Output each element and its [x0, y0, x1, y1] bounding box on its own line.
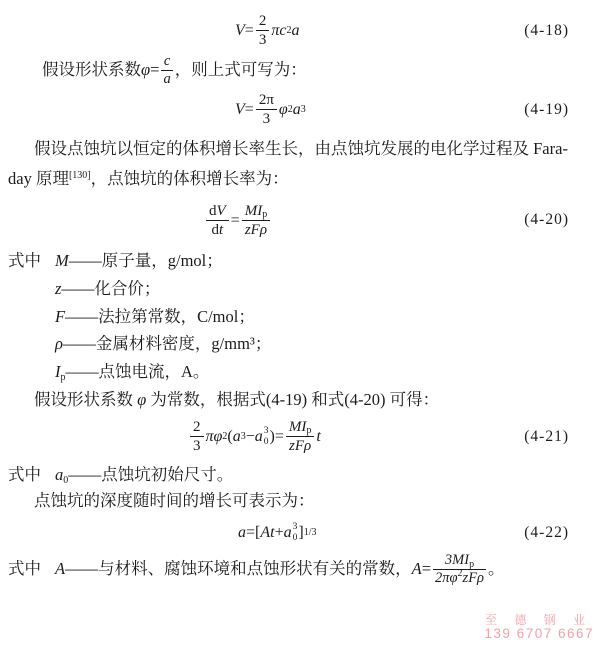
fraction-numerator — [286, 418, 315, 436]
symbol-row-Ip — [8, 360, 592, 384]
math-token: a — [283, 524, 292, 542]
sup-sub-stack — [293, 522, 298, 544]
text-run: 假设形状系数 — [34, 390, 138, 410]
fraction — [256, 91, 277, 128]
math-token: φ — [278, 101, 288, 119]
fraction-denominator: 3 — [190, 436, 204, 455]
fraction — [256, 12, 270, 49]
math-token: t — [219, 221, 224, 238]
math-token: a — [292, 101, 301, 119]
math-token: V — [235, 101, 245, 119]
subscript: p — [262, 208, 268, 220]
symbol-row-rho — [8, 332, 592, 356]
text-run: day 原理 — [8, 169, 69, 189]
equals-sign: = — [244, 21, 254, 39]
math-token: d — [209, 202, 217, 219]
equation-4-20 — [8, 202, 592, 239]
open-paren: ( — [227, 428, 233, 446]
list-lead: 式中 — [8, 465, 41, 485]
text-run: 化合价； — [94, 278, 161, 298]
math-token: ρ — [55, 334, 63, 354]
math-token: M — [55, 250, 69, 270]
fraction — [286, 418, 315, 455]
equation-number: (4-21) — [524, 427, 569, 445]
dash: —— — [61, 278, 95, 298]
fraction — [242, 202, 271, 239]
text-run: 假设形状系数 — [42, 60, 141, 80]
fraction-denominator: a — [163, 70, 171, 87]
watermark-company-name: 至 德 钢 业 — [484, 612, 592, 627]
equation-4-22: a = [ At + a 3 0 ] 1/3 (4-22) — [238, 521, 569, 543]
definition — [55, 332, 271, 356]
equals-sign: = — [421, 559, 431, 579]
fraction-numerator — [206, 202, 229, 220]
equals-sign: = — [244, 101, 254, 119]
fraction-denominator: zFρ — [286, 436, 315, 455]
definition — [55, 305, 255, 329]
fraction-denominator: 3 — [256, 109, 277, 128]
text-run: 原子量，g/mol； — [101, 250, 223, 270]
text-run: 为常数，根据式(4-19) 和式(4-20) 可得： — [146, 390, 440, 410]
math-token: πc — [271, 21, 287, 39]
fraction-denominator — [433, 569, 486, 587]
equals-sign: = — [150, 60, 160, 80]
sup-sub-stack — [264, 426, 269, 448]
fraction-denominator: zFρ — [242, 220, 271, 239]
math-token: φ — [137, 390, 147, 410]
equation-number: (4-22) — [524, 523, 569, 541]
subscript: p — [60, 372, 66, 384]
paragraph-depth-growth: 点蚀坑的深度随时间的增长可表示为： — [34, 491, 315, 511]
definition — [55, 463, 233, 487]
math-token: a — [232, 428, 241, 446]
list-lead: 式中 — [8, 250, 41, 270]
dash: —— — [68, 250, 102, 270]
dash: —— — [65, 362, 99, 382]
fraction — [190, 418, 204, 455]
equals-sign: = — [274, 428, 284, 446]
text-run: ——与材料、腐蚀环境和点蚀形状有关的常数， — [65, 559, 412, 579]
superscript: 3 — [263, 425, 269, 436]
minus-sign: − — [245, 428, 255, 446]
paragraph-constant-phi — [8, 388, 592, 412]
math-token: πφ — [205, 428, 223, 446]
close-bracket: ] — [298, 524, 304, 542]
dash: —— — [62, 334, 96, 354]
text-run: ，则上式可写为： — [174, 60, 307, 80]
definition — [55, 277, 160, 301]
fraction-denominator: 3 — [256, 30, 270, 49]
math-token: V — [235, 21, 245, 39]
text-line: 假设点蚀坑以恒定的体积增长率生长，由点蚀坑发展的电化学过程及 Fara- — [34, 139, 568, 159]
math-token: a — [291, 21, 300, 39]
watermark — [484, 614, 594, 642]
equation-4-18: V = $\frac{2}{3}$ πc 2 a (4-18) — [235, 13, 569, 48]
math-token: d — [211, 221, 219, 238]
fraction-numerator: c — [163, 53, 171, 69]
equation-number: (4-20) — [524, 210, 569, 228]
text-run: 。 — [488, 559, 505, 579]
subscript: p — [306, 425, 312, 437]
math-token: A — [411, 559, 422, 579]
watermark-phone-number: 139 6707 6667 — [484, 626, 594, 642]
equation-4-19: V = $\frac{2\pi}{3}$ φ 2 a 3 (4-19) — [235, 92, 569, 128]
subscript: 0 — [292, 532, 298, 543]
math-token: a — [254, 428, 263, 446]
fraction-denominator — [206, 220, 229, 239]
equals-sign: = — [230, 211, 240, 229]
math-token: φ — [141, 60, 151, 80]
text-run: ——点蚀坑初始尺寸。 — [68, 465, 234, 485]
math-token: MI — [288, 419, 307, 436]
text-run: ，点蚀坑的体积增长率为： — [90, 169, 289, 189]
fraction-numerator — [433, 552, 486, 569]
equation-number: (4-18) — [524, 21, 569, 39]
symbol-row-z — [8, 277, 592, 301]
fraction-numerator: 2π — [258, 92, 274, 109]
superscript: 3 — [292, 521, 298, 532]
fraction-numerator — [242, 202, 271, 220]
math-token: z — [55, 278, 62, 298]
math-token: MI — [244, 202, 263, 219]
subscript: p — [469, 559, 475, 571]
paragraph-faraday — [8, 134, 592, 193]
text-run: 法拉第常数，C/mol； — [98, 306, 255, 326]
math-token: A — [55, 559, 66, 579]
math-token: a — [238, 524, 246, 542]
citation-reference: [130] — [68, 170, 91, 182]
definition — [55, 249, 223, 273]
subscript: 0 — [263, 436, 269, 447]
fraction — [206, 202, 229, 239]
fraction — [433, 552, 486, 586]
definition — [55, 360, 209, 384]
symbol-definitions — [8, 249, 592, 385]
open-bracket: [ — [255, 524, 261, 542]
list-lead: 式中 — [8, 559, 41, 579]
plus-sign: + — [274, 524, 284, 542]
paragraph-shape-factor — [8, 53, 592, 87]
text-run: 点蚀电流，A。 — [98, 362, 210, 382]
symbol-row-M — [8, 249, 592, 273]
fraction-numerator: 2 — [193, 419, 201, 436]
math-token: I — [55, 362, 61, 382]
math-token: 2πφ — [435, 569, 458, 586]
equation-number: (4-19) — [524, 100, 569, 118]
math-token: At — [260, 524, 275, 542]
math-token: zFρ — [462, 569, 485, 586]
paragraph-A-definition — [8, 552, 592, 586]
fraction — [161, 53, 172, 87]
text-run: 金属材料密度，g/mm³； — [95, 334, 272, 354]
text-line — [8, 164, 592, 194]
equation-4-21: $\frac{2}{3}$ πφ 2 ( a 3 − a 3 0 ) = $\frac{MI_p}{\text{zFρ}}$ t (4-21) — [8, 418, 592, 455]
paragraph-a0-definition — [8, 463, 592, 487]
math-token: t — [316, 428, 321, 446]
close-paren: ) — [269, 428, 275, 446]
math-token: 3MI — [444, 552, 470, 569]
equals-sign: = — [246, 524, 256, 542]
math-token: F — [55, 306, 66, 326]
fraction-numerator: 2 — [258, 13, 267, 29]
symbol-row-F — [8, 305, 592, 329]
superscript: 2 — [457, 567, 463, 579]
subscript: 0 — [63, 475, 69, 487]
math-token: V — [216, 202, 226, 219]
dash: —— — [65, 306, 99, 326]
math-token: a — [55, 465, 64, 485]
